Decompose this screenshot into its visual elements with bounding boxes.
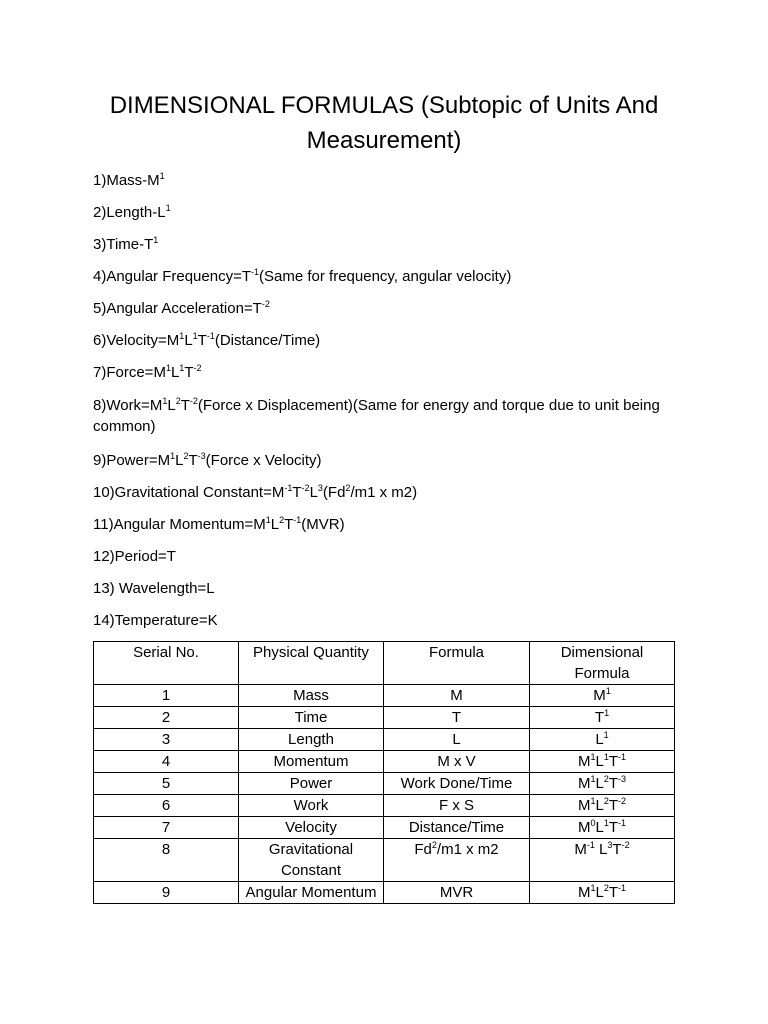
text-segment: 10)Gravitational Constant=M [93,484,285,501]
superscript: 1 [603,818,609,828]
superscript: 2 [603,796,609,806]
text-segment: T [188,452,198,469]
text-segment: 5)Angular Acceleration=T [93,300,262,317]
table-row [94,729,675,751]
cell-formula [384,707,530,729]
formula-item [93,330,693,351]
table-row [94,817,675,839]
header-serial: Serial No. [94,642,239,685]
text-segment: L [595,753,604,770]
cell-serial: 3 [94,729,239,751]
text-segment: T [608,819,619,836]
superscript: -3 [197,451,206,461]
text-segment: L [184,332,193,349]
table-row [94,795,675,817]
text-segment: L [452,731,461,748]
text-segment: (MVR) [301,516,345,533]
header-dimension: Dimensional Formula [530,642,675,685]
text-segment: Work Done/Time [400,775,513,792]
cell-quantity: Length [239,729,384,751]
text-segment: L [595,797,604,814]
text-segment: L [175,452,184,469]
text-segment: L [270,516,280,533]
text-segment: (Fd [322,484,346,501]
text-segment: MVR [439,884,474,901]
header-formula: Formula [384,642,530,685]
text-segment: L [595,731,604,748]
superscript: -2 [301,483,310,493]
text-segment: (Force x Velocity) [205,452,322,469]
text-segment: L [595,775,604,792]
text-segment: T [284,516,294,533]
text-segment: 14)Temperature=K [93,612,218,629]
superscript: -1 [293,515,302,525]
text-segment: M [593,687,606,704]
table-row [94,751,675,773]
formula-item [93,202,693,223]
text-segment: (Distance/Time) [214,332,321,349]
text-segment: T [292,484,302,501]
text-segment: T [184,364,194,381]
formula-item [93,514,693,535]
text-segment: 13) Wavelength=L [93,580,215,597]
text-segment: /m1 x m2 [436,841,499,858]
text-segment: T [612,841,622,858]
cell-serial: 5 [94,773,239,795]
superscript: 1 [590,796,596,806]
cell-formula [384,751,530,773]
text-segment: L [595,884,604,901]
text-segment: M [577,884,591,901]
formula-item [93,610,693,631]
text-segment: M [450,687,463,704]
formula-item [93,362,693,383]
superscript: 2 [345,483,351,493]
superscript: 1 [604,708,610,718]
superscript: -1 [586,840,595,850]
formula-item [93,578,693,599]
cell-serial: 6 [94,795,239,817]
superscript: 1 [590,883,596,893]
text-segment: /m1 x m2) [350,484,418,501]
superscript: 1 [603,752,609,762]
text-segment: T [180,397,190,414]
text-segment: 12)Period=T [93,548,176,565]
superscript: -1 [618,818,627,828]
superscript: 1 [159,171,165,181]
text-segment: F x S [438,797,474,814]
text-segment: T [608,884,619,901]
superscript: 1 [603,730,609,740]
text-segment: M [577,797,591,814]
superscript: -3 [618,774,627,784]
formula-item [93,170,693,191]
table-row [94,773,675,795]
header-quantity: Physical Quantity [239,642,384,685]
text-segment: Distance/Time [408,819,505,836]
text-segment: 3)Time-T [93,236,154,253]
text-segment: 1)Mass-M [93,172,160,189]
cell-formula [384,882,530,904]
text-segment: M [577,819,591,836]
text-segment: M [577,775,591,792]
cell-dimension [530,817,675,839]
superscript: 1 [153,235,159,245]
text-segment: (Force x Displacement)(Same for energy and torque due to unit being common) [93,397,660,435]
cell-serial: 8 [94,839,239,882]
cell-quantity: Momentum [239,751,384,773]
cell-dimension [530,685,675,707]
cell-formula [384,773,530,795]
cell-quantity: Angular Momentum [239,882,384,904]
superscript: -2 [193,363,202,373]
cell-dimension [530,795,675,817]
superscript: 0 [590,818,596,828]
cell-formula [384,817,530,839]
superscript: 1 [179,363,185,373]
superscript: 2 [183,451,189,461]
superscript: 2 [279,515,285,525]
superscript: 1 [265,515,271,525]
superscript: 1 [165,203,171,213]
superscript: 1 [590,752,596,762]
text-segment: 2)Length-L [93,204,166,221]
superscript: 1 [179,331,185,341]
cell-quantity: Work [239,795,384,817]
superscript: 2 [603,883,609,893]
superscript: 3 [607,840,613,850]
text-segment: 4)Angular Frequency=T [93,268,251,285]
formula-item [93,395,693,437]
text-segment: Fd [414,841,432,858]
text-segment: T [608,753,619,770]
text-segment: 6)Velocity=M [93,332,180,349]
cell-dimension [530,839,675,882]
formula-item [93,450,693,471]
superscript: 2 [431,840,437,850]
cell-serial: 7 [94,817,239,839]
table-body [94,685,675,904]
text-segment: L [595,819,604,836]
superscript: -1 [618,752,627,762]
superscript: -2 [189,396,198,406]
text-segment: L [594,841,608,858]
superscript: 1 [192,331,198,341]
text-segment: T [594,709,605,726]
cell-serial: 4 [94,751,239,773]
text-segment: L [167,397,176,414]
text-segment: 7)Force=M [93,364,166,381]
cell-formula [384,729,530,751]
superscript: 1 [590,774,596,784]
cell-quantity: Gravitational Constant [239,839,384,882]
text-segment: T [608,797,619,814]
text-segment: 8)Work=M [93,397,163,414]
cell-serial: 9 [94,882,239,904]
text-segment: 11)Angular Momentum=M [93,516,266,533]
cell-formula [384,685,530,707]
formula-item [93,234,693,255]
table-row [94,707,675,729]
cell-quantity: Velocity [239,817,384,839]
cell-formula [384,839,530,882]
text-segment: M [574,841,587,858]
superscript: 1 [165,363,171,373]
superscript: 1 [162,396,168,406]
text-segment: 9)Power=M [93,452,171,469]
page-title: DIMENSIONAL FORMULAS (Subtopic of Units And Measurement) [109,92,659,154]
formula-item [93,546,693,567]
formula-item [93,482,693,503]
superscript: -1 [206,331,215,341]
superscript: 1 [605,686,611,696]
table-row [94,685,675,707]
superscript: -1 [251,267,260,277]
cell-dimension [530,707,675,729]
formula-item [93,266,693,287]
cell-dimension [530,882,675,904]
superscript: -1 [618,883,627,893]
superscript: -2 [621,840,630,850]
text-segment: (Same for frequency, angular velocity) [259,268,512,285]
cell-dimension [530,751,675,773]
superscript: 1 [170,451,176,461]
superscript: -2 [618,796,627,806]
cell-quantity: Mass [239,685,384,707]
dimensional-table [93,641,675,904]
text-segment: T [197,332,207,349]
text-segment: L [170,364,180,381]
superscript: 3 [317,483,323,493]
cell-serial: 2 [94,707,239,729]
superscript: 2 [175,396,181,406]
cell-dimension [530,729,675,751]
superscript: -1 [284,483,293,493]
cell-quantity: Time [239,707,384,729]
superscript: -2 [261,299,270,309]
formula-item [93,298,693,319]
text-segment: T [608,775,619,792]
cell-serial: 1 [94,685,239,707]
text-segment: L [309,484,318,501]
text-segment: T [451,709,462,726]
cell-formula [384,795,530,817]
text-segment: M x V [437,753,476,770]
cell-quantity: Power [239,773,384,795]
superscript: 2 [603,774,609,784]
text-segment: M [577,753,591,770]
table-row [94,839,675,882]
table-row [94,882,675,904]
table-header-row [94,642,675,685]
cell-dimension [530,773,675,795]
